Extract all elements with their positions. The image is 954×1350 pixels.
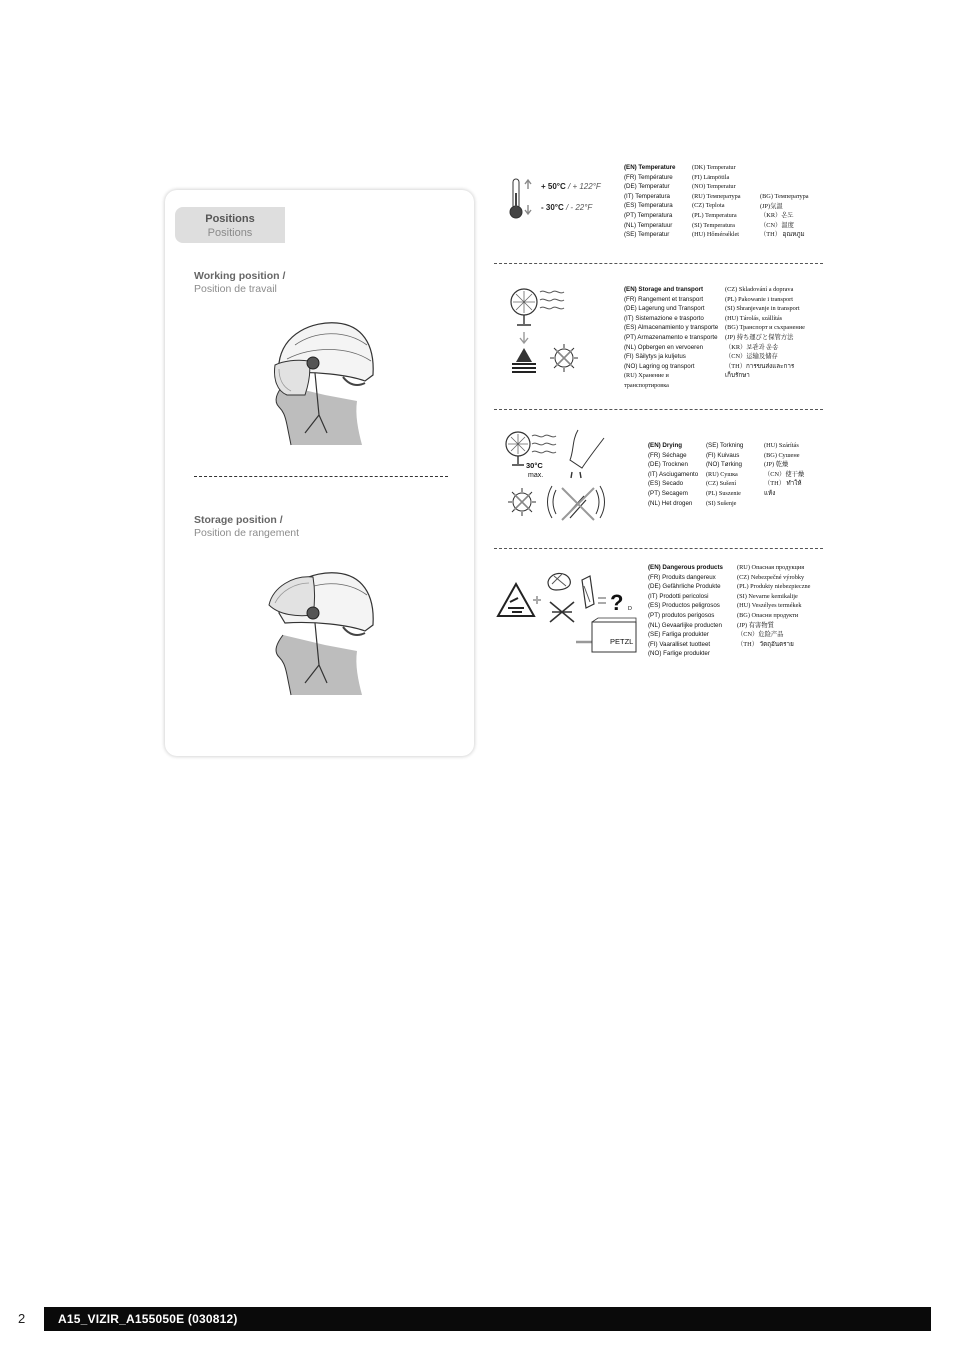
temp-hot: + 50°C / + 122°F	[541, 182, 601, 191]
temp-cold: - 30°C / - 22°F	[541, 203, 593, 212]
page-number: 2	[18, 1311, 26, 1326]
dangerous-products-icon	[496, 568, 638, 664]
working-position-label: Working position / Position de travail	[194, 270, 286, 295]
temperature-col-1: (EN) Temperature (FR) Température (DE) Temperatur (IT) Temperatura (ES) Temperatura (PT) Temperatura (NL) Temperatuur (SE) Temperatur	[624, 164, 676, 239]
section-divider-1	[494, 263, 823, 264]
section-divider-3	[494, 548, 823, 549]
thermometer-icon	[506, 175, 536, 221]
storage-position-label: Storage position / Position de rangement	[194, 514, 300, 539]
svg-text:?: ?	[610, 590, 624, 615]
storage-transport-icon	[504, 282, 586, 378]
document-code: A15_VIZIR_A155050E (030812)	[58, 1312, 238, 1326]
petzl-box-marker: D	[628, 606, 632, 612]
footer-bar	[44, 1307, 931, 1331]
helmet-working-illustration	[265, 315, 380, 450]
drying-temp: 30°C	[526, 461, 543, 470]
section-divider-2	[494, 409, 823, 410]
positions-tab	[175, 207, 285, 243]
drying-col-2: (SE) Torkning (FI) Kuivaus (NO) Tørking (RU) Сушка (CZ) Sušení (PL) Suszenie (SI) Sušenje	[706, 442, 744, 507]
drying-max: max.	[528, 472, 544, 479]
positions-card	[165, 190, 474, 756]
storage-col-1: (EN) Storage and transport (FR) Rangement et transport (DE) Lagerung und Transport (IT) Sistemazione e trasporto (ES) Almacenamiento y transporte (PT) Armazenamento e transporte (NL) Opbergen en vervoeren (FI) Säilytys ja kuljetus (NO) Lagring og transport (RU) Хранение и транспортировка	[624, 286, 719, 389]
drying-col-1: (EN) Drying (FR) Séchage (DE) Trocknen (IT) Asciugamento (ES) Secado (PT) Secagem (NL) Het drogen	[648, 442, 699, 507]
helmet-storage-illustration	[265, 565, 380, 700]
card-divider	[194, 476, 448, 477]
drying-icon	[500, 428, 610, 528]
drying-col-3: (HU) Szárítás (BG) Сушене (JP) 乾燥 （CN）使干燥 （TH） ทำให้ แห้ง	[764, 442, 805, 497]
temperature-col-2: (DK) Temperatur (FI) Lämpötila (NO) Temperatur (RU) Температура (CZ) Teplota (PL) Temperatura (SI) Temperatura (HU) Hőmérséklet	[692, 164, 741, 239]
storage-col-2: (CZ) Skladování a doprava (PL) Pakowanie i transport (SI) Shranjevanje in transport (HU) Tárolás, szállítás (BG) Транспорт и съхранение (JP) 持ち運びと保管方法 （KR）보관과 운송 （CN）运输及储存 （TH）การขนส่งและการ เก็บรักษา	[725, 286, 805, 380]
temperature-col-3: (BG) Температура (JP)気温 （KR）온도 （CN）温度 （TH） อุณหภูม	[760, 193, 809, 239]
positions-tab-subtitle: Positions	[207, 227, 253, 239]
petzl-box-label: PETZL	[610, 637, 634, 646]
positions-tab-title: Positions	[205, 213, 255, 225]
dangerous-col-1: (EN) Dangerous products (FR) Produits dangereux (DE) Gefährliche Produkte (IT) Prodotti pericolosi (ES) Productos peligrosos (PT) produtos perigosos (NL) Gevaarlijke producten (SE) Farliga produkter (FI) Vaaralliset tuotteet (NO) Farlige produkter	[648, 564, 723, 658]
dangerous-col-2: (RU) Опасная продукция (CZ) Nebezpečné výrobky (PL) Produkty niebezpieczne (SI) Nevarne kemikalije (HU) Veszélyes termékek (BG) Опасни продукти (JP) 有害物質 （CN）危险产品 （TH） วัตถุอันตราย	[737, 564, 811, 648]
